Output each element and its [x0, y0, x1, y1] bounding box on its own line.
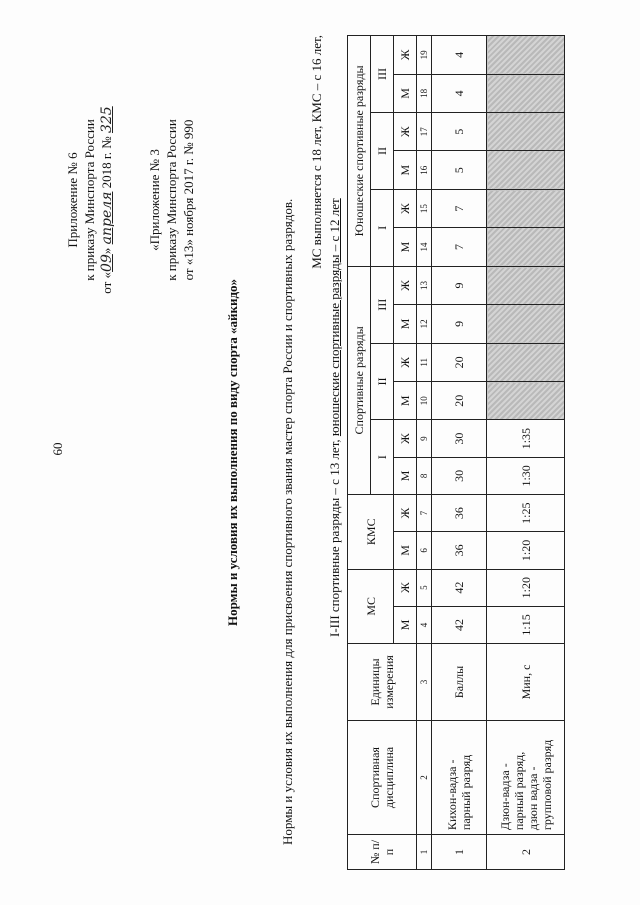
col-number: 19 — [417, 36, 432, 75]
table-row — [487, 36, 565, 870]
date-year: 2018 г. № — [99, 136, 114, 189]
header-m: М — [394, 382, 417, 420]
header-zh: Ж — [394, 266, 417, 304]
appendix-line2: к приказу Минспорта России — [82, 119, 97, 281]
appendix-block — [64, 85, 197, 315]
empty-shaded-cell — [487, 151, 565, 189]
col-number: 12 — [417, 305, 432, 343]
col-number: 14 — [417, 228, 432, 266]
appendix-line1: Приложение № 6 — [65, 152, 80, 248]
page-number: 60 — [50, 442, 65, 456]
value-cell: 36 — [432, 532, 487, 569]
col-number: 16 — [417, 151, 432, 189]
header-ms: МС — [348, 569, 394, 644]
header-sport-III: III — [371, 266, 394, 343]
header-zh: Ж — [394, 36, 417, 75]
header-youth-I: I — [371, 189, 394, 266]
col-number: 18 — [417, 74, 432, 112]
header-zh: Ж — [394, 569, 417, 606]
col-number: 3 — [417, 644, 432, 721]
prev-appendix-line2: к приказу Минспорта России — [164, 119, 179, 281]
value-cell: 9 — [432, 266, 487, 304]
age-note-2 — [327, 37, 343, 637]
value-cell: 4 — [432, 36, 487, 75]
header-m: М — [394, 457, 417, 494]
value-cell: 20 — [432, 343, 487, 381]
value-cell: 7 — [432, 189, 487, 227]
empty-shaded-cell — [487, 189, 565, 227]
header-discipline: Спортивная дисциплина — [348, 720, 417, 834]
value-cell: 1:20 — [487, 532, 565, 569]
prev-appendix-line3: от «13» ноября 2017 г. № 990 — [181, 119, 196, 281]
row-discipline: Дзюн-вадза - парный разряд, дзюн вадза - групповой разряд — [487, 720, 565, 834]
header-zh: Ж — [394, 495, 417, 532]
month-sep: » — [99, 247, 114, 255]
row-units: Баллы — [432, 644, 487, 721]
value-cell: 30 — [432, 457, 487, 494]
value-cell: 7 — [432, 228, 487, 266]
header-zh: Ж — [394, 420, 417, 457]
col-number: 11 — [417, 343, 432, 381]
header-sport-II: II — [371, 343, 394, 420]
header-youth-ranks: Юношеские спортивные разряды — [348, 36, 371, 267]
header-zh: Ж — [394, 113, 417, 151]
empty-shaded-cell — [487, 305, 565, 343]
header-m: М — [394, 606, 417, 643]
col-number: 8 — [417, 457, 432, 494]
column-number-row — [417, 36, 432, 870]
value-cell: 1:30 — [487, 457, 565, 494]
header-m: М — [394, 151, 417, 189]
col-number: 5 — [417, 569, 432, 606]
header-zh: Ж — [394, 189, 417, 227]
row-num: 1 — [432, 835, 487, 870]
header-sport-ranks: Спортивные разряды — [348, 266, 371, 494]
value-cell: 1:20 — [487, 569, 565, 606]
order-number: 325 — [99, 106, 115, 134]
empty-shaded-cell — [487, 343, 565, 381]
row-num: 2 — [487, 835, 565, 870]
empty-shaded-cell — [487, 36, 565, 75]
appendix-date-line — [98, 85, 116, 315]
header-youth-III: III — [371, 36, 394, 113]
header-m: М — [394, 305, 417, 343]
empty-shaded-cell — [487, 228, 565, 266]
document-title: Нормы и условия их выполнения по виду спорта «айкидо» — [225, 278, 240, 627]
age-note-2a: I-III спортивные разряды – с 13 лет, — [327, 436, 342, 637]
value-cell: 4 — [432, 74, 487, 112]
value-cell: 5 — [432, 113, 487, 151]
col-number: 17 — [417, 113, 432, 151]
value-cell: 1:25 — [487, 495, 565, 532]
header-num: № п/п — [348, 835, 417, 870]
col-number: 6 — [417, 532, 432, 569]
header-sport-I: I — [371, 420, 394, 495]
header-row-1 — [348, 36, 371, 870]
col-number: 15 — [417, 189, 432, 227]
col-number: 7 — [417, 495, 432, 532]
age-note-2b: юношеские спортивные разряды – с 12 лет — [327, 198, 342, 437]
col-number: 2 — [417, 720, 432, 834]
prev-appendix-line1: «Приложение № 3 — [147, 149, 162, 251]
empty-shaded-cell — [487, 382, 565, 420]
date-prefix: от « — [99, 271, 114, 294]
value-cell: 1:35 — [487, 420, 565, 457]
header-youth-II: II — [371, 113, 394, 190]
age-note-1: МС выполняется с 18 лет, КМС – с 16 лет, — [309, 35, 324, 269]
row-discipline: Кихон-вадза - парный разряд — [432, 720, 487, 834]
document-subtitle: Нормы и условия их выполнения для присвоения спортивного звания мастер спорта России и спортивных разрядов. — [280, 198, 295, 845]
date-day: 09 — [99, 254, 115, 272]
value-cell: 9 — [432, 305, 487, 343]
col-number: 9 — [417, 420, 432, 457]
date-month: апреля — [99, 191, 115, 245]
empty-shaded-cell — [487, 266, 565, 304]
header-m: М — [394, 228, 417, 266]
norms-table — [347, 35, 565, 870]
header-zh: Ж — [394, 343, 417, 381]
value-cell: 42 — [432, 606, 487, 643]
value-cell: 20 — [432, 382, 487, 420]
col-number: 10 — [417, 382, 432, 420]
value-cell: 42 — [432, 569, 487, 606]
value-cell: 36 — [432, 495, 487, 532]
row-units: Мин, с — [487, 644, 565, 721]
header-m: М — [394, 532, 417, 569]
header-units: Единицы измерения — [348, 644, 417, 721]
empty-shaded-cell — [487, 113, 565, 151]
table-row — [432, 36, 487, 870]
col-number: 4 — [417, 606, 432, 643]
empty-shaded-cell — [487, 74, 565, 112]
value-cell: 1:15 — [487, 606, 565, 643]
value-cell: 30 — [432, 420, 487, 457]
header-kms: КМС — [348, 495, 394, 570]
value-cell: 5 — [432, 151, 487, 189]
col-number: 1 — [417, 835, 432, 870]
header-m: М — [394, 74, 417, 112]
col-number: 13 — [417, 266, 432, 304]
